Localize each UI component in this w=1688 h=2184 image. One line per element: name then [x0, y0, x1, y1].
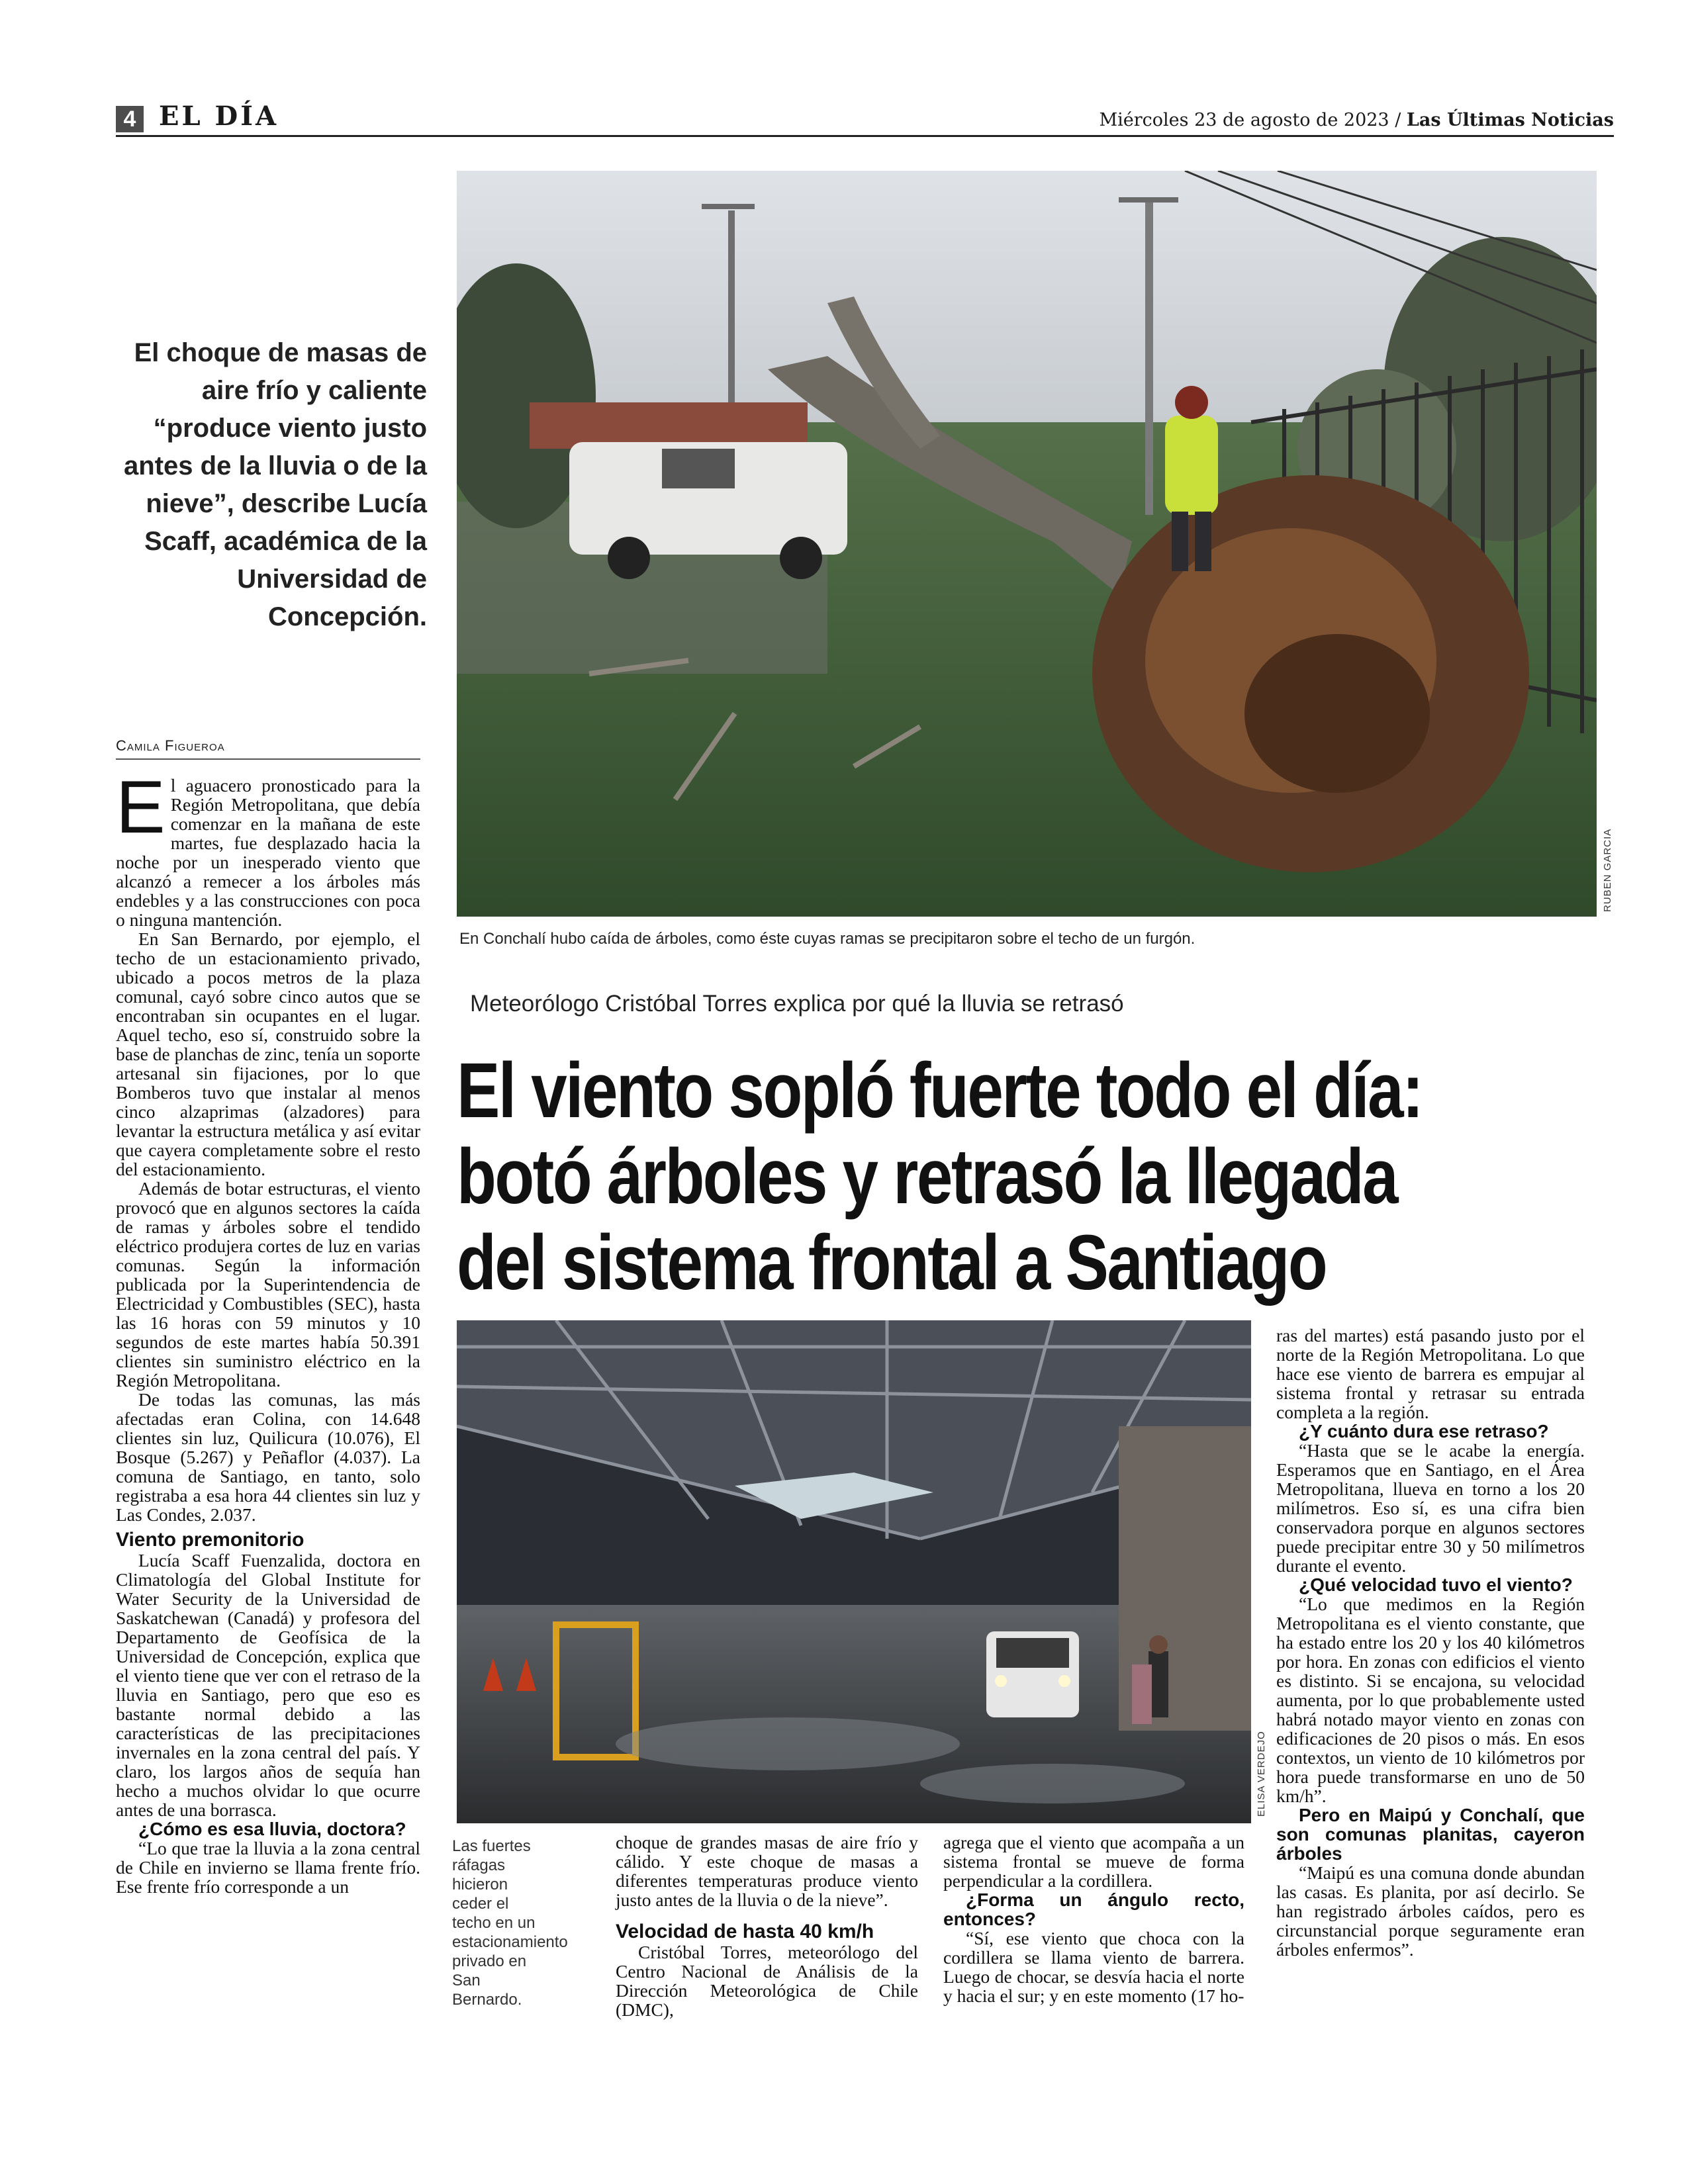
paragraph: Además de botar estructuras, el viento provocó que en algunos sectores la caída de ramas y árboles sobre el tendido eléctrico produjera cortes de luz en varias comunas. Según la información publicada por la Superintendencia de Electricidad y Combustibles (SEC), hasta las 16 horas con 59 minutos y 10 segundos de este martes había 50.391 clientes sin suministro eléctrico en la Región Metropolitana. [116, 1178, 420, 1390]
article-column-2 [616, 1833, 918, 2019]
photo-caption-bottom: Las fuertes ráfagas hicieron ceder el techo en un estacionamiento privado en San Bernardo. [452, 1837, 568, 2009]
interview-question: ¿Qué velocidad tuvo el viento? [1299, 1574, 1573, 1595]
article-column-4 [1276, 1326, 1585, 1959]
headline-line: botó árboles y retrasó la llegada [457, 1133, 1397, 1220]
article-column-3 [943, 1833, 1244, 2005]
subheading: Velocidad de hasta 40 km/h [616, 1921, 874, 1942]
headline [457, 1048, 1622, 1306]
dateline [1099, 110, 1614, 130]
photo-credit-bottom: ELISA VERDEJO [1256, 1731, 1267, 1817]
issue-date: Miércoles 23 de agosto de 2023 [1099, 110, 1389, 130]
paragraph: Cristóbal Torres, meteorólogo del Centro Nacional de Análisis de la Dirección Meteorológica de Chile (DMC), [616, 1942, 918, 2020]
dateline-separator: / [1395, 110, 1401, 130]
paragraph: En San Bernardo, por ejemplo, el techo de un estacionamiento privado, ubicado a pocos metros de la plaza comunal, cayó sobre cinco autos que se encontraban sin ocupantes en el lugar. Aquel techo, eso sí, construido sobre la base de planchas de zinc, tenía un soporte artesanal sin fijaciones, por lo que Bomberos tuvo que instalar al menos cinco alzaprimas (alzadores) para levantar la estructura metálica y así evitar que cayera completamente sobre el resto del estacionamiento. [116, 929, 420, 1179]
interview-question: Pero en Maipú y Conchalí, que son comunas planitas, cayeron árboles [1276, 1805, 1585, 1864]
paragraph: “Maipú es una comuna donde abundan las casas. Es planita, por así decirlo. Se han registrado árboles caídos, pero es circunstancial porque seguramente eran árboles enfermos”. [1276, 1862, 1585, 1960]
photo-caption-top: En Conchalí hubo caída de árboles, como éste cuyas ramas se precipitaron sobre el techo de un furgón. [459, 930, 1196, 948]
paragraph: choque de grandes masas de aire frío y cálido. Y este choque de masas a diferentes temperaturas produce viento justo antes de la lluvia o de la nieve”. [616, 1832, 918, 1910]
interview-question: ¿Y cuánto dura ese retraso? [1299, 1421, 1549, 1441]
paragraph: “Lo que medimos en la Región Metropolitana es el viento constante, que ha estado entre los 20 y los 40 kilómetros por hora. En zonas con edificios el viento es distinto. Si se encajona, su velocidad aumenta, por lo que probablemente usted habrá notado mayor viento en zonas con edificaciones de 20 pisos o más. En esos contextos, un viento de 10 kilómetros por hora puede transformarse en uno de 50 km/h”. [1276, 1594, 1585, 1806]
interview-question: ¿Cómo es esa lluvia, doctora? [138, 1819, 406, 1839]
drop-cap: E [116, 766, 165, 848]
section-title: EL DÍA [159, 101, 279, 132]
article-column-1 [116, 766, 420, 1897]
subheading: Viento premonitorio [116, 1529, 305, 1551]
paragraph: “Hasta que se le acabe la energía. Esperamos que en Santiago, en el Área Metropolitana, llueva en torno a los 20 milímetros. Eso sí, es una cifra bien conservadora porque en algunos sectores puede precipitar entre 30 y 50 milímetros durante el evento. [1276, 1440, 1585, 1576]
parking-roof-photo [457, 1320, 1251, 1823]
pull-quote: El choque de masas de aire frío y caliente “produce viento justo antes de la lluvia o de la nieve”, describe Lucía Scaff, académica de la Universidad de Concepción. [124, 338, 427, 631]
paragraph: ras del martes) está pasando justo por el norte de la Región Metropolitana. Lo que hace ese viento de barrera es empujar al sistema frontal y retrasar su entrada completa a la región. [1276, 1325, 1585, 1422]
paragraph: agrega que el viento que acompaña a un sistema frontal se mueve de forma perpendicular a la cordillera. [943, 1832, 1244, 1891]
headline-line: del sistema frontal a Santiago [457, 1219, 1327, 1306]
page-number: 4 [116, 106, 144, 132]
headline-line: El viento sopló fuerte todo el día: [457, 1047, 1423, 1134]
paragraph: “Lo que trae la lluvia a la zona central de Chile en invierno se llama frente frío. Ese frente frío corresponde a un [116, 1838, 420, 1897]
paragraph: De todas las comunas, las más afectadas eran Colina, con 14.648 clientes sin luz, Quilicura (10.076), El Bosque (5.267) y Peñaflor (4.037). La comuna de Santiago, en tanto, solo registraba a esa hora 44 clientes sin luz y Las Condes, 2.037. [116, 1389, 420, 1525]
paragraph: “Sí, ese viento que choca con la cordillera se llama viento de barrera. Luego de chocar, se desvía hacia el norte y hacia el sur; y en este momento (17 ho- [943, 1928, 1244, 2006]
newspaper-name: Las Últimas Noticias [1406, 110, 1614, 130]
paragraph: Lucía Scaff Fuenzalida, doctora en Climatología del Global Institute for Water Security de la Universidad de Saskatchewan (Canadá) y profesora del Departamento de Geofísica de la Universidad de Concepción, explica que el viento tiene que ver con el retraso de la lluvia en Santiago, pero que eso es bastante normal debido a las características de las precipitaciones invernales en la zona central del país. Y claro, los largos años de sequía han hecho a muchos olvidar lo que ocurre antes de una borrasca. [116, 1550, 420, 1820]
kicker: Meteorólogo Cristóbal Torres explica por qué la lluvia se retrasó [470, 991, 1124, 1017]
interview-question: ¿Forma un ángulo recto, entonces? [943, 1889, 1244, 1929]
masthead-rule [116, 135, 1614, 137]
byline: Camila Figueroa [116, 737, 420, 760]
lead-paragraph: El aguacero pronosticado para la Región Metropolitana, que debía comenzar en la mañana de este martes, fue desplazado hacia la noche por un inesperado viento que alcanzó a remecer a los árboles más endebles y a las construcciones con poca o ninguna mantención. [116, 766, 420, 930]
fallen-tree-photo [457, 171, 1597, 917]
photo-credit-top: RUBEN GARCIA [1602, 828, 1613, 912]
